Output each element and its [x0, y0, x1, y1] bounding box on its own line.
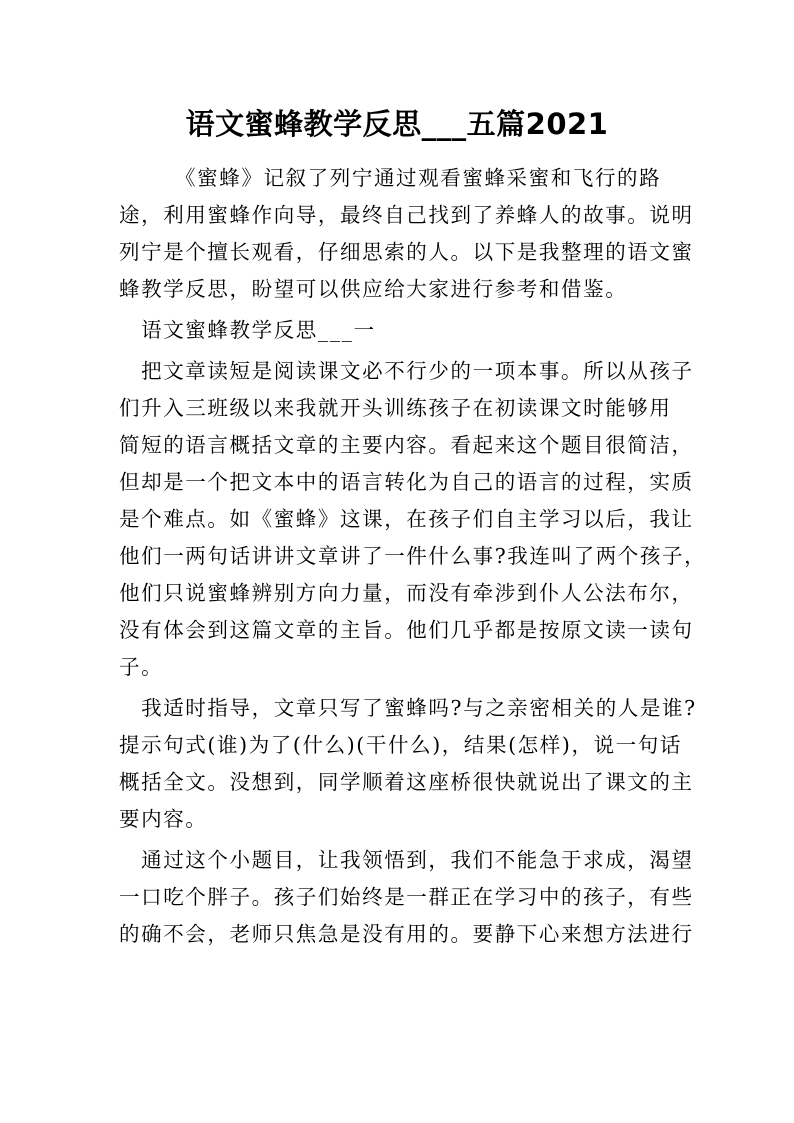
- paragraph-line: 他们只说蜜蜂辨别方向力量，而没有牵涉到仆人公法布尔，: [119, 581, 694, 605]
- paragraph-line: 通过这个小题目，让我领悟到，我们不能急于求成，渴望: [119, 848, 694, 872]
- document-body: [119, 160, 707, 953]
- paragraph-line: 没有体会到这篇文章的主旨。他们几乎都是按原文读一读句: [119, 618, 694, 642]
- paragraph-line: 概括全文。没想到，同学顺着这座桥很快就说出了课文的主: [119, 770, 694, 794]
- paragraph-line: 列宁是个擅长观看，仔细思索的人。以下是我整理的语文蜜: [119, 240, 694, 264]
- paragraph-line: 但却是一个把文本中的语言转化为自己的语言的过程，实质: [119, 470, 694, 494]
- document-title: 语文蜜蜂教学反思___五篇2021: [185, 107, 609, 141]
- paragraph-line: 他们一两句话讲讲文章讲了一件什么事?我连叫了两个孩子，: [119, 544, 707, 568]
- paragraph-line: 们升入三班级以来我就开头训练孩子在初读课文时能够用: [119, 396, 672, 420]
- paragraph-line: 途，利用蜜蜂作向导，最终自己找到了养蜂人的故事。说明: [119, 203, 694, 227]
- paragraph-line: 是个难点。如《蜜蜂》这课，在孩子们自主学习以后，我让: [119, 507, 694, 531]
- paragraph-line: 我适时指导，文章只写了蜜蜂吗?与之亲密相关的人是谁?: [119, 696, 697, 720]
- paragraph-line: 一口吃个胖子。孩子们始终是一群正在学习中的孩子，有些: [119, 885, 694, 909]
- paragraph-line: 蜂教学反思，盼望可以供应给大家进行参考和借鉴。: [119, 277, 628, 301]
- paragraph-line: 简短的语言概括文章的主要内容。看起来这个题目很简洁，: [119, 433, 694, 457]
- paragraph-line: 的确不会，老师只焦急是没有用的。要静下心来想方法进行: [119, 922, 694, 946]
- paragraph-line: 把文章读短是阅读课文必不行少的一项本事。所以从孩子: [119, 359, 694, 383]
- section-heading: 语文蜜蜂教学反思___一: [119, 318, 376, 342]
- paragraph-line: 提示句式(谁)为了(什么)(干什么)，结果(怎样)，说一句话: [119, 733, 682, 757]
- paragraph-line: 《蜜蜂》记叙了列宁通过观看蜜蜂采蜜和飞行的路: [119, 166, 662, 190]
- paragraph-line: 要内容。: [119, 807, 208, 831]
- paragraph-line: 子。: [119, 655, 164, 679]
